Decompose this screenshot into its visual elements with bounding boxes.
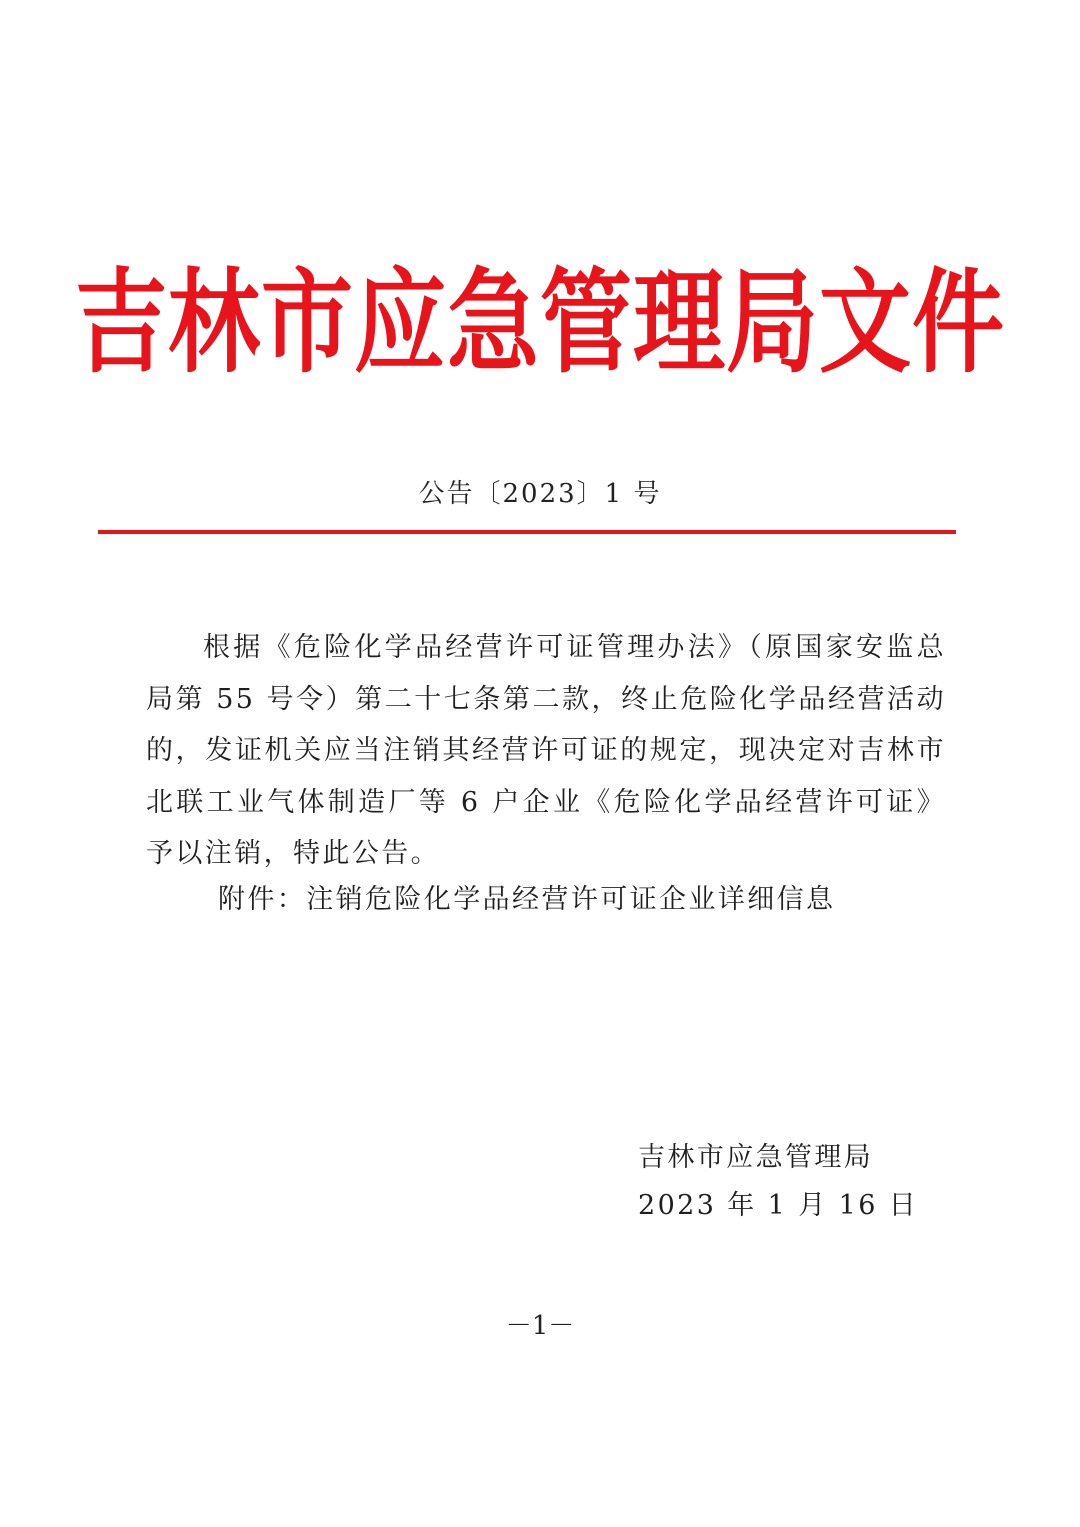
body-paragraph: 根据《危险化学品经营许可证管理办法》（原国家安监总局第 55 号令）第二十七条第二款，终止危险化学品经营活动的，发证机关应当注销其经营许可证的规定，现决定对吉林市北联工业气体制造厂等 6 户企业《危险化学品经营许可证》予以注销，特此公告。 <box>146 632 946 869</box>
document-number: 公告〔2023〕1 号 <box>418 479 662 509</box>
signature-date: 2023 年 1 月 16 日 <box>638 1190 919 1221</box>
page-number: －1－ <box>505 1311 575 1341</box>
document-body <box>146 622 946 880</box>
signature-organization: 吉林市应急管理局 <box>638 1142 874 1173</box>
signature-block <box>638 1134 918 1230</box>
red-divider-line <box>98 530 956 534</box>
document-header-title: 吉林市应急管理局文件 <box>74 257 1005 389</box>
attachment-note: 附件：注销危险化学品经营许可证企业详细信息 <box>218 884 836 915</box>
